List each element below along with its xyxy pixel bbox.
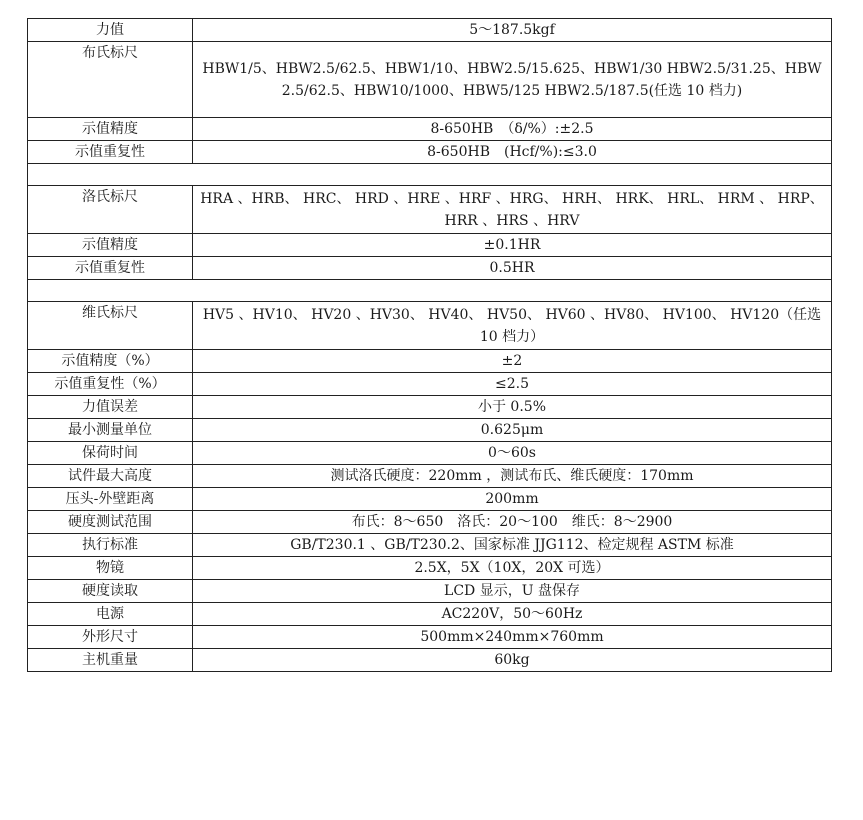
spec-label: 示值重复性 bbox=[28, 141, 193, 164]
spec-value: 2.5X，5X（10X，20X 可选） bbox=[193, 557, 832, 580]
spec-value: 测试洛氏硬度：220mm ，测试布氏、维氏硬度：170mm bbox=[193, 465, 832, 488]
spec-table-body bbox=[28, 19, 832, 672]
spec-value: 0.5HR bbox=[193, 257, 832, 280]
section-separator-row bbox=[28, 280, 832, 302]
table-row bbox=[28, 257, 832, 280]
spec-label: 示值精度 bbox=[28, 118, 193, 141]
spec-label: 试件最大高度 bbox=[28, 465, 193, 488]
spec-label: 外形尺寸 bbox=[28, 626, 193, 649]
spec-value: 8-650HB (Hcf/%):≤3.0 bbox=[193, 141, 832, 164]
spec-value: 0～60s bbox=[193, 442, 832, 465]
table-row bbox=[28, 649, 832, 672]
table-row bbox=[28, 186, 832, 234]
spec-value: LCD 显示，U 盘保存 bbox=[193, 580, 832, 603]
separator-cell bbox=[28, 280, 832, 302]
spec-value: 小于 0.5% bbox=[193, 396, 832, 419]
table-row bbox=[28, 603, 832, 626]
spec-label: 示值重复性 bbox=[28, 257, 193, 280]
table-row bbox=[28, 557, 832, 580]
spec-label: 洛氏标尺 bbox=[28, 186, 193, 234]
spec-label: 电源 bbox=[28, 603, 193, 626]
table-row bbox=[28, 19, 832, 42]
spec-value: ±2 bbox=[193, 350, 832, 373]
spec-label: 示值精度（%） bbox=[28, 350, 193, 373]
spec-label: 物镜 bbox=[28, 557, 193, 580]
spec-label: 布氏标尺 bbox=[28, 42, 193, 118]
spec-value: 60kg bbox=[193, 649, 832, 672]
spec-value: HBW1/5、HBW2.5/62.5、HBW1/10、HBW2.5/15.625、HBW1/30 HBW2.5/31.25、HBW2.5/62.5、HBW10/1000、HBW5/125 HBW2.5/187.5(任选 10 档力) bbox=[193, 42, 832, 118]
table-row bbox=[28, 396, 832, 419]
table-row bbox=[28, 118, 832, 141]
spec-value: 200mm bbox=[193, 488, 832, 511]
spec-label: 最小测量单位 bbox=[28, 419, 193, 442]
spec-label: 压头-外壁距离 bbox=[28, 488, 193, 511]
spec-label: 执行标准 bbox=[28, 534, 193, 557]
spec-value: ≤2.5 bbox=[193, 373, 832, 396]
spec-label: 力值误差 bbox=[28, 396, 193, 419]
spec-value: HV5 、HV10、 HV20 、HV30、 HV40、 HV50、 HV60 、HV80、 HV100、 HV120（任选 10 档力） bbox=[193, 302, 832, 350]
table-row bbox=[28, 419, 832, 442]
table-row bbox=[28, 465, 832, 488]
spec-table bbox=[27, 18, 832, 672]
spec-label: 示值重复性（%） bbox=[28, 373, 193, 396]
spec-value: 布氏：8～650 洛氏：20～100 维氏：8～2900 bbox=[193, 511, 832, 534]
table-row bbox=[28, 580, 832, 603]
spec-label: 保荷时间 bbox=[28, 442, 193, 465]
table-row bbox=[28, 234, 832, 257]
table-row bbox=[28, 141, 832, 164]
spec-label: 示值精度 bbox=[28, 234, 193, 257]
table-row bbox=[28, 442, 832, 465]
spec-label: 维氏标尺 bbox=[28, 302, 193, 350]
spec-value: ±0.1HR bbox=[193, 234, 832, 257]
spec-label: 力值 bbox=[28, 19, 193, 42]
table-row bbox=[28, 626, 832, 649]
section-separator-row bbox=[28, 164, 832, 186]
spec-label: 硬度测试范围 bbox=[28, 511, 193, 534]
spec-label: 主机重量 bbox=[28, 649, 193, 672]
separator-cell bbox=[28, 164, 832, 186]
table-row bbox=[28, 42, 832, 118]
spec-value: 500mm×240mm×760mm bbox=[193, 626, 832, 649]
table-row bbox=[28, 488, 832, 511]
table-row bbox=[28, 302, 832, 350]
spec-value: AC220V，50～60Hz bbox=[193, 603, 832, 626]
table-row bbox=[28, 511, 832, 534]
spec-value: 8-650HB （δ/%）:±2.5 bbox=[193, 118, 832, 141]
spec-value: 0.625μm bbox=[193, 419, 832, 442]
table-row bbox=[28, 373, 832, 396]
spec-value: GB/T230.1 、GB/T230.2、国家标准 JJG112、检定规程 ASTM 标准 bbox=[193, 534, 832, 557]
table-row bbox=[28, 350, 832, 373]
spec-label: 硬度读取 bbox=[28, 580, 193, 603]
spec-value: HRA 、HRB、 HRC、 HRD 、HRE 、HRF 、HRG、 HRH、 HRK、 HRL、 HRM 、 HRP、 HRR 、HRS 、HRV bbox=[193, 186, 832, 234]
table-row bbox=[28, 534, 832, 557]
spec-value: 5～187.5kgf bbox=[193, 19, 832, 42]
